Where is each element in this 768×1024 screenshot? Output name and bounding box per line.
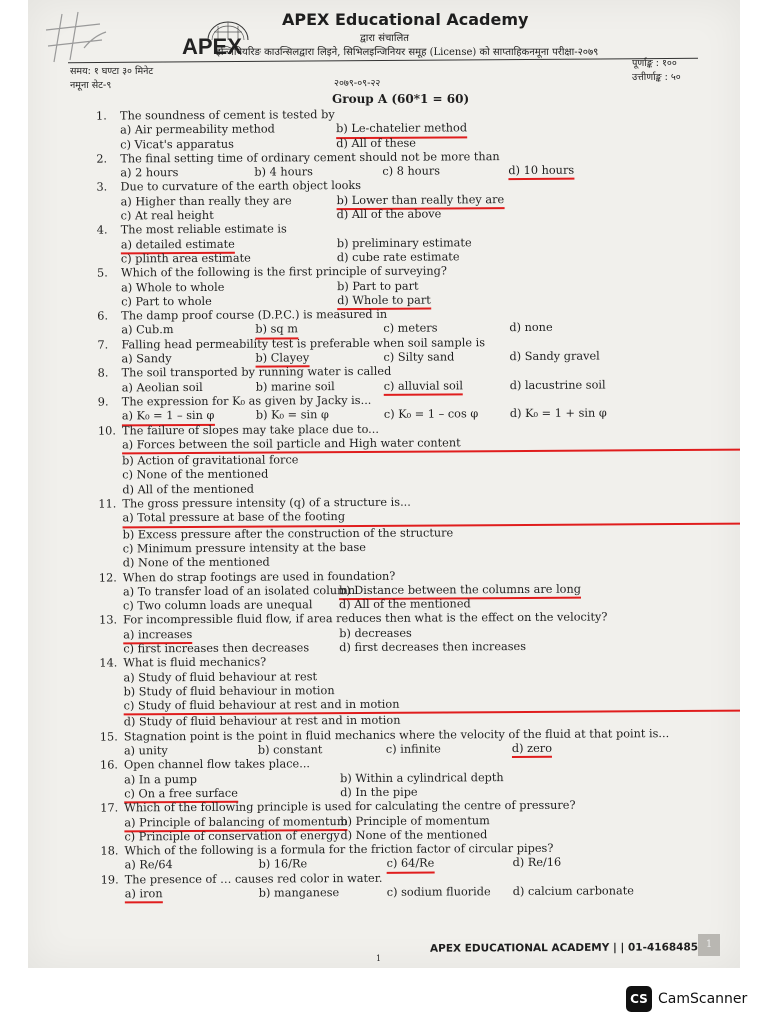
- exam-paper: [28, 0, 740, 968]
- answer-option: d) none: [509, 321, 553, 335]
- answer-option: a) Cub.m: [121, 323, 174, 337]
- question-item: [96, 177, 740, 224]
- answer-option-marked: d) 10 hours: [508, 164, 574, 181]
- answer-option: d) All of the mentioned: [122, 482, 255, 497]
- answer-option: b) decreases: [339, 626, 412, 640]
- question-item: [97, 263, 740, 310]
- answer-option: c) Silty sand: [383, 350, 455, 364]
- question-number: 19.: [100, 873, 119, 887]
- answer-option: a) Sandy: [121, 352, 172, 366]
- answer-option-marked: b) Distance between the columns are long: [339, 582, 581, 600]
- question-prompt: Which of the following principle is used for calculating the centre of pressure?: [124, 798, 576, 815]
- answer-option: b) K₀ = sin φ: [255, 408, 329, 422]
- question-item: [101, 869, 740, 902]
- camscanner-text: CamScanner: [658, 991, 748, 1007]
- answer-option: c) Two column loads are unequal: [122, 598, 313, 613]
- answer-option: b) 4 hours: [254, 165, 313, 179]
- answer-option-marked: a) Principle of balancing of momentum: [124, 815, 347, 833]
- question-number: 14.: [99, 656, 118, 670]
- answer-option: a) Air permeability method: [120, 122, 275, 137]
- answer-option: d) first decreases then increases: [339, 639, 527, 655]
- answer-option-marked: a) Total pressure at base of the footing: [122, 508, 740, 528]
- question-item: [99, 653, 740, 730]
- answer-option: b) marine soil: [255, 379, 335, 394]
- question-number: 13.: [99, 613, 118, 627]
- answer-option: c) Vicat's apparatus: [120, 137, 234, 152]
- answer-option: b) constant: [257, 743, 323, 757]
- answer-option: c) plinth area estimate: [120, 251, 251, 266]
- answer-option-marked: c) Study of fluid behaviour at rest and in motion: [124, 696, 740, 716]
- answer-option: d) K₀ = 1 + sin φ: [509, 406, 607, 421]
- question-item: [97, 220, 740, 267]
- question-number: 16.: [99, 758, 119, 772]
- answer-option: a) unity: [123, 744, 168, 758]
- question-item: [98, 392, 740, 425]
- question-item: [97, 306, 740, 339]
- question-prompt: The soil transported by running water is called: [121, 365, 392, 380]
- answer-option: a) Higher than really they are: [120, 194, 292, 209]
- answer-option: c) Part to whole: [121, 294, 212, 309]
- question-number: 3.: [96, 181, 108, 195]
- question-item: [100, 841, 740, 874]
- header-divider: [68, 58, 698, 63]
- question-number: 6.: [97, 309, 109, 323]
- question-item: [99, 610, 740, 657]
- answer-option: d) Re/16: [512, 856, 562, 870]
- answer-option-marked: c) 64/Re: [387, 857, 435, 874]
- question-item: [98, 494, 740, 571]
- answer-option: c) At real height: [120, 208, 214, 223]
- answer-option: d) None of the mentioned: [122, 555, 270, 570]
- answer-option: d) In the pipe: [340, 785, 418, 800]
- question-prompt: The expression for K₀ as given by Jacky is...: [121, 393, 372, 409]
- answer-option: a) To transfer load of an isolated column: [122, 583, 356, 599]
- question-list: [28, 106, 740, 903]
- answer-option-marked: b) Clayey: [255, 351, 309, 368]
- answer-option: c) Minimum pressure intensity at the base: [122, 540, 366, 556]
- answer-option: c) Principle of conservation of energy: [124, 828, 340, 844]
- answer-option: d) Sandy gravel: [509, 349, 600, 364]
- question-number: 1.: [95, 109, 107, 123]
- answer-option: d) All of these: [336, 136, 417, 150]
- answer-option: d) calcium carbonate: [512, 884, 634, 899]
- answer-option: d) lacustrine soil: [509, 378, 606, 392]
- answer-option: b) Action of gravitational force: [122, 453, 299, 468]
- question-prompt: Due to curvature of the earth object looks: [120, 179, 362, 194]
- question-prompt: The gross pressure intensity (q) of a structure is...: [122, 495, 411, 511]
- question-prompt: Which of the following is the first principle of surveying?: [120, 264, 448, 280]
- answer-option: a) Whole to whole: [121, 280, 225, 294]
- question-prompt: Falling head permeability test is preferable when soil sample is: [121, 335, 486, 352]
- answer-option-marked: a) detailed estimate: [121, 237, 235, 254]
- question-prompt: Stagnation point is the point in fluid mechanics where the velocity of the fluid at that point is...: [123, 726, 670, 744]
- camscanner-icon: CS: [626, 986, 652, 1012]
- answer-option-marked: a) K₀ = 1 – sin φ: [122, 409, 215, 426]
- question-prompt: For incompressible fluid flow, if area reduces then what is the effect on the velocity?: [123, 610, 608, 627]
- question-number: 18.: [100, 844, 119, 858]
- question-number: 9.: [97, 395, 109, 409]
- license-line: इन्जिनियरिङ काउन्सिलद्वारा लिइने, सिभिलइन्जिनियर समूह (License) को साप्ताहिकनमूना परीक्षा-२०७९: [216, 47, 599, 58]
- logo-text: APEX: [182, 34, 242, 59]
- answer-option: b) 16/Re: [258, 857, 308, 872]
- scribble-mark: [40, 8, 110, 68]
- answer-option-marked: a) Forces between the soil particle and High water content: [122, 434, 740, 454]
- question-prompt: Which of the following is a formula for the friction factor of circular pipes?: [124, 841, 554, 858]
- answer-option: a) In a pump: [124, 772, 197, 787]
- question-prompt: The presence of … causes red color in water.: [124, 871, 383, 887]
- answer-option: c) infinite: [385, 742, 441, 756]
- full-marks: पूर्णाङ्क : १००: [632, 58, 677, 69]
- answer-option: a) Re/64: [124, 858, 173, 872]
- question-prompt: When do strap footings are used in foundation?: [122, 569, 396, 584]
- question-prompt: The soundness of cement is tested by: [119, 108, 335, 123]
- answer-option: d) None of the mentioned: [340, 828, 488, 842]
- answer-option: d) cube rate estimate: [336, 250, 460, 265]
- question-number: 4.: [96, 223, 108, 237]
- question-item: [98, 420, 740, 497]
- answer-option: b) manganese: [258, 886, 340, 900]
- answer-option: a) Study of fluid behaviour at rest: [123, 669, 318, 685]
- answer-option: d) Study of fluid behaviour at rest and in motion: [123, 714, 401, 729]
- question-number: 2.: [96, 152, 108, 166]
- question-prompt: What is fluid mechanics?: [123, 655, 267, 670]
- question-item: [97, 334, 740, 367]
- question-item: [96, 149, 740, 182]
- question-number: 15.: [99, 730, 118, 744]
- exam-date: २०७९-०९-२२: [334, 78, 381, 89]
- question-item: [100, 726, 740, 759]
- answer-option-marked: b) sq m: [255, 323, 298, 340]
- question-item: [100, 798, 740, 845]
- answer-option: b) preliminary estimate: [336, 235, 472, 250]
- academy-subtitle: द्वारा संचालित: [360, 33, 409, 44]
- question-number: 11.: [98, 497, 117, 511]
- question-number: 12.: [98, 570, 117, 585]
- question-prompt: The final setting time of ordinary cement should not be more than: [120, 150, 500, 166]
- answer-option-marked: c) alluvial soil: [384, 379, 463, 396]
- answer-option: c) sodium fluoride: [386, 885, 491, 899]
- answer-option: b) Principle of momentum: [340, 813, 490, 828]
- answer-option: b) Excess pressure after the construction of the structure: [122, 526, 454, 542]
- question-prompt: The most reliable estimate is: [120, 222, 287, 237]
- question-number: 5.: [96, 266, 108, 280]
- sample-set: नमूना सेट-९: [70, 80, 112, 91]
- answer-option: c) first increases then decreases: [123, 641, 310, 656]
- answer-option: b) Part to part: [337, 279, 419, 293]
- question-number: 10.: [97, 424, 116, 438]
- question-item: [100, 755, 740, 802]
- answer-option: b) Within a cylindrical depth: [340, 770, 504, 785]
- pass-marks: उत्तीर्णाङ्क : ५०: [632, 72, 681, 83]
- academy-title: APEX Educational Academy: [282, 10, 529, 29]
- answer-option-marked: c) On a free surface: [124, 787, 238, 804]
- answer-option: d) All of the mentioned: [338, 597, 471, 612]
- question-item: [99, 567, 740, 614]
- question-number: 17.: [100, 801, 119, 815]
- answer-option-marked: b) Le-chatelier method: [336, 122, 467, 139]
- answer-option: a) 2 hours: [120, 166, 179, 180]
- question-number: 7.: [97, 338, 109, 352]
- camscanner-watermark: [626, 986, 747, 1012]
- answer-option: c) 8 hours: [382, 164, 441, 179]
- answer-option: a) Aeolian soil: [121, 380, 203, 395]
- question-prompt: The failure of slopes may take place due to...: [121, 422, 379, 437]
- question-item: [96, 106, 740, 153]
- page-number: 1: [698, 934, 720, 956]
- footer-academy: APEX EDUCATIONAL ACADEMY | | 01-4168485: [429, 941, 699, 955]
- answer-option: c) None of the mentioned: [122, 467, 269, 482]
- answer-option-marked: d) zero: [512, 742, 552, 759]
- answer-option: b) Study of fluid behaviour in motion: [123, 684, 335, 699]
- question-item: [98, 363, 740, 396]
- footer-mark: 1: [376, 954, 382, 963]
- answer-option-marked: d) Whole to part: [337, 293, 431, 310]
- answer-option: d) All of the above: [336, 207, 442, 222]
- answer-option: c) meters: [383, 321, 438, 336]
- question-prompt: Open channel flow takes place...: [123, 757, 311, 772]
- answer-option: c) K₀ = 1 – cos φ: [383, 407, 479, 422]
- group-heading: Group A (60*1 = 60): [332, 92, 470, 106]
- question-prompt: The damp proof course (D.P.C.) is measured in: [121, 307, 388, 323]
- exam-time: समय: १ घण्टा ३० मिनेट: [70, 66, 154, 77]
- answer-option-marked: b) Lower than really they are: [337, 193, 505, 210]
- question-number: 8.: [97, 366, 109, 380]
- answer-option-marked: a) iron: [125, 887, 163, 904]
- answer-option-marked: a) increases: [123, 628, 192, 645]
